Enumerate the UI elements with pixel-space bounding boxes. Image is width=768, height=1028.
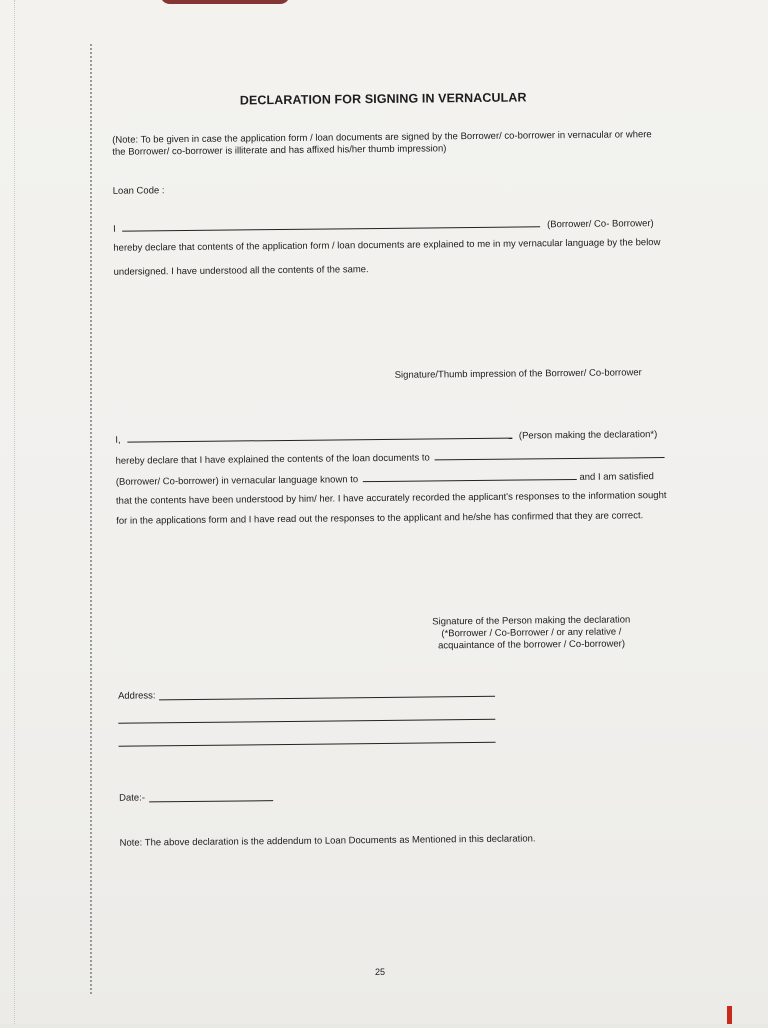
declarant-role-label: (Person making the declaration*) <box>518 429 658 442</box>
borrower-name-row <box>113 216 654 236</box>
declarant-signature-block <box>431 614 631 652</box>
section2-line2-text: (Borrower/ Co-borrower) in vernacular language known to <box>115 474 359 488</box>
loan-code-label: Loan Code : <box>112 185 165 197</box>
section2-line2-suffix: and I am satisfied <box>579 471 654 483</box>
note-top-line2: the Borrower/ co-borrower is illiterate and has affixed his/her thumb impression) <box>112 143 447 158</box>
declarant-name-row <box>115 427 657 447</box>
note-top-line1: (Note: To be given in case the application form / loan documents are signed by the Borrower/ co-borrower in vernacular or where <box>112 129 652 146</box>
date-field[interactable] <box>149 800 273 802</box>
date-label: Date:- <box>119 792 146 804</box>
declarant-signature-line3: acquaintance of the borrower / Co-borrower) <box>438 638 626 652</box>
address-label: Address: <box>117 690 156 702</box>
address-field-line3[interactable] <box>119 742 496 747</box>
address-field-line1[interactable] <box>159 696 495 701</box>
page-number: 25 <box>375 967 386 977</box>
section2-line4: for in the applications form and I have read out the responses to the applicant and he/she has confirmed that they are correct. <box>116 510 644 527</box>
address-field-line2[interactable] <box>118 719 495 724</box>
section1-line2: undersigned. I have understood all the contents of the same. <box>113 264 369 278</box>
i-prefix: I <box>113 223 116 235</box>
declarant-signature-line2: (*Borrower / Co-Borrower / or any relative / <box>441 626 622 640</box>
section2-line3: that the contents have been understood by him/ her. I have accurately recorded the applicant's responses to the information sought <box>115 489 667 507</box>
form-title: DECLARATION FOR SIGNING IN VERNACULAR <box>239 90 527 108</box>
declarant-name-field[interactable] <box>127 429 512 443</box>
declarant-signature-line1: Signature of the Person making the declaration <box>432 614 631 628</box>
borrower-role-label: (Borrower/ Co- Borrower) <box>546 218 654 231</box>
explained-to-field[interactable] <box>434 448 664 460</box>
borrower-name-field[interactable] <box>122 217 540 231</box>
section2-line1-row <box>116 448 665 468</box>
note-bottom: Note: The above declaration is the addendum to Loan Documents as Mentioned in this declaration. <box>119 833 536 849</box>
section2-line1-text: hereby declare that I have explained the contents of the loan documents to <box>115 452 430 467</box>
red-edge-mark <box>727 1006 732 1024</box>
vernacular-language-field[interactable] <box>363 470 577 482</box>
borrower-signature-label: Signature/Thumb impression of the Borrower/ Co-borrower <box>394 367 642 381</box>
section1-line1: hereby declare that contents of the application form / loan documents are explained to me in my vernacular language by the below <box>113 237 661 254</box>
section2-line2-row <box>116 469 654 489</box>
i-prefix: I, <box>115 434 121 446</box>
